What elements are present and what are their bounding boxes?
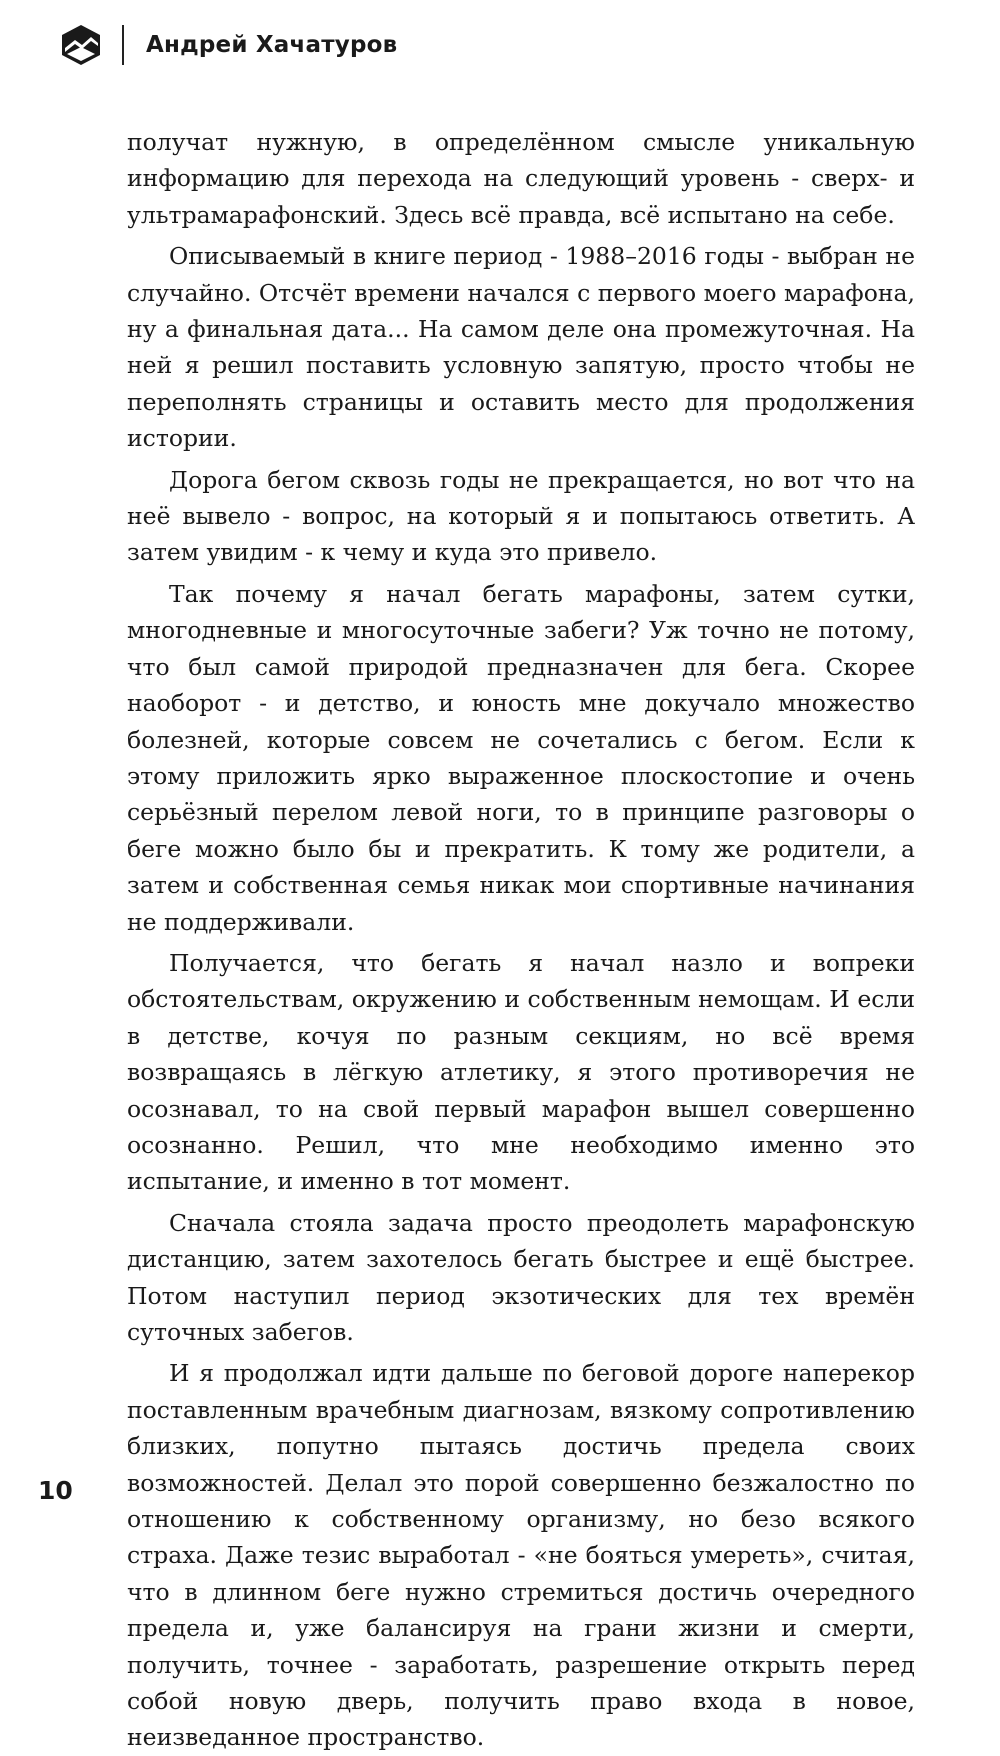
page-number: 10 [38,1476,73,1505]
paragraph-5: Получается, что бегать я начал назло и вопреки обстоятельствам, окружению и собственным немощам. И если в детстве, кочуя по разным секциям, но всё время возвращаясь в лёгкую атлетику, я этого противоречия не осознавал, то на свой первый марафон вышел совершенно осознанно. Решил, что мне необходимо именно это испытание, и именно в тот момент. [127,948,915,1196]
body-text [127,124,915,1756]
header-divider [122,25,124,65]
publisher-logo-icon [58,22,104,68]
paragraph-3: Дорога бегом сквозь годы не прекращается, но вот что на неё вывело - вопрос, на который я и попытаюсь ответить. А затем увидим - к чему и куда это привело. [127,465,915,567]
paragraph-6: Сначала стояла задача просто преодолеть марафонскую дистанцию, затем захотелось бегать быстрее и ещё быстрее. Потом наступил период экзотических для тех времён суточных забегов. [127,1208,915,1346]
paragraph-2: Описываемый в книге период - 1988–2016 годы - выбран не случайно. Отсчёт времени начался с первого моего марафона, ну а финальная дата... На самом деле она промежуточная. На ней я решил поставить условную запятую, просто чтобы не переполнять страницы и оставить место для продолжения истории. [127,242,915,453]
paragraph-1: получат нужную, в определённом смысле уникальную информацию для перехода на следующий уровень - сверх- и ультрамарафонский. Здесь всё правда, всё испытано на себе. [127,128,915,229]
paragraph-4: Так почему я начал бегать марафоны, затем сутки, многодневные и многосуточные забеги? Уж точно не потому, что был самой природой предназначен для бега. Скорее наоборот - и детство, и юность мне докучало множество болезней, которые совсем не сочетались с бегом. Если к этому приложить ярко выраженное плоскостопие и очень серьёзный перелом левой ноги, то в принципе разговоры о беге можно было бы и прекратить. К тому же родители, а затем и собственная семья никак мои спортивные начинания не поддерживали. [127,579,915,936]
running-header [58,22,397,68]
author-name: Андрей Хачатуров [146,32,398,58]
paragraph-7: И я продолжал идти дальше по беговой дороге наперекор поставленным врачебным диагнозам, вязкому сопротивлению близких, попутно пытаясь достичь предела своих возможностей. Делал это порой совершенно безжалостно по отношению к собственному организму, но безо всякого страха. Даже тезис выработал - «не бояться умереть», считая, что в длинном беге нужно стремиться достичь очередного предела и, уже балансируя на грани жизни и смерти, получить, точнее - заработать, разрешение открыть перед собой новую дверь, получить право входа в новое, неизведанное пространство. [127,1359,915,1752]
